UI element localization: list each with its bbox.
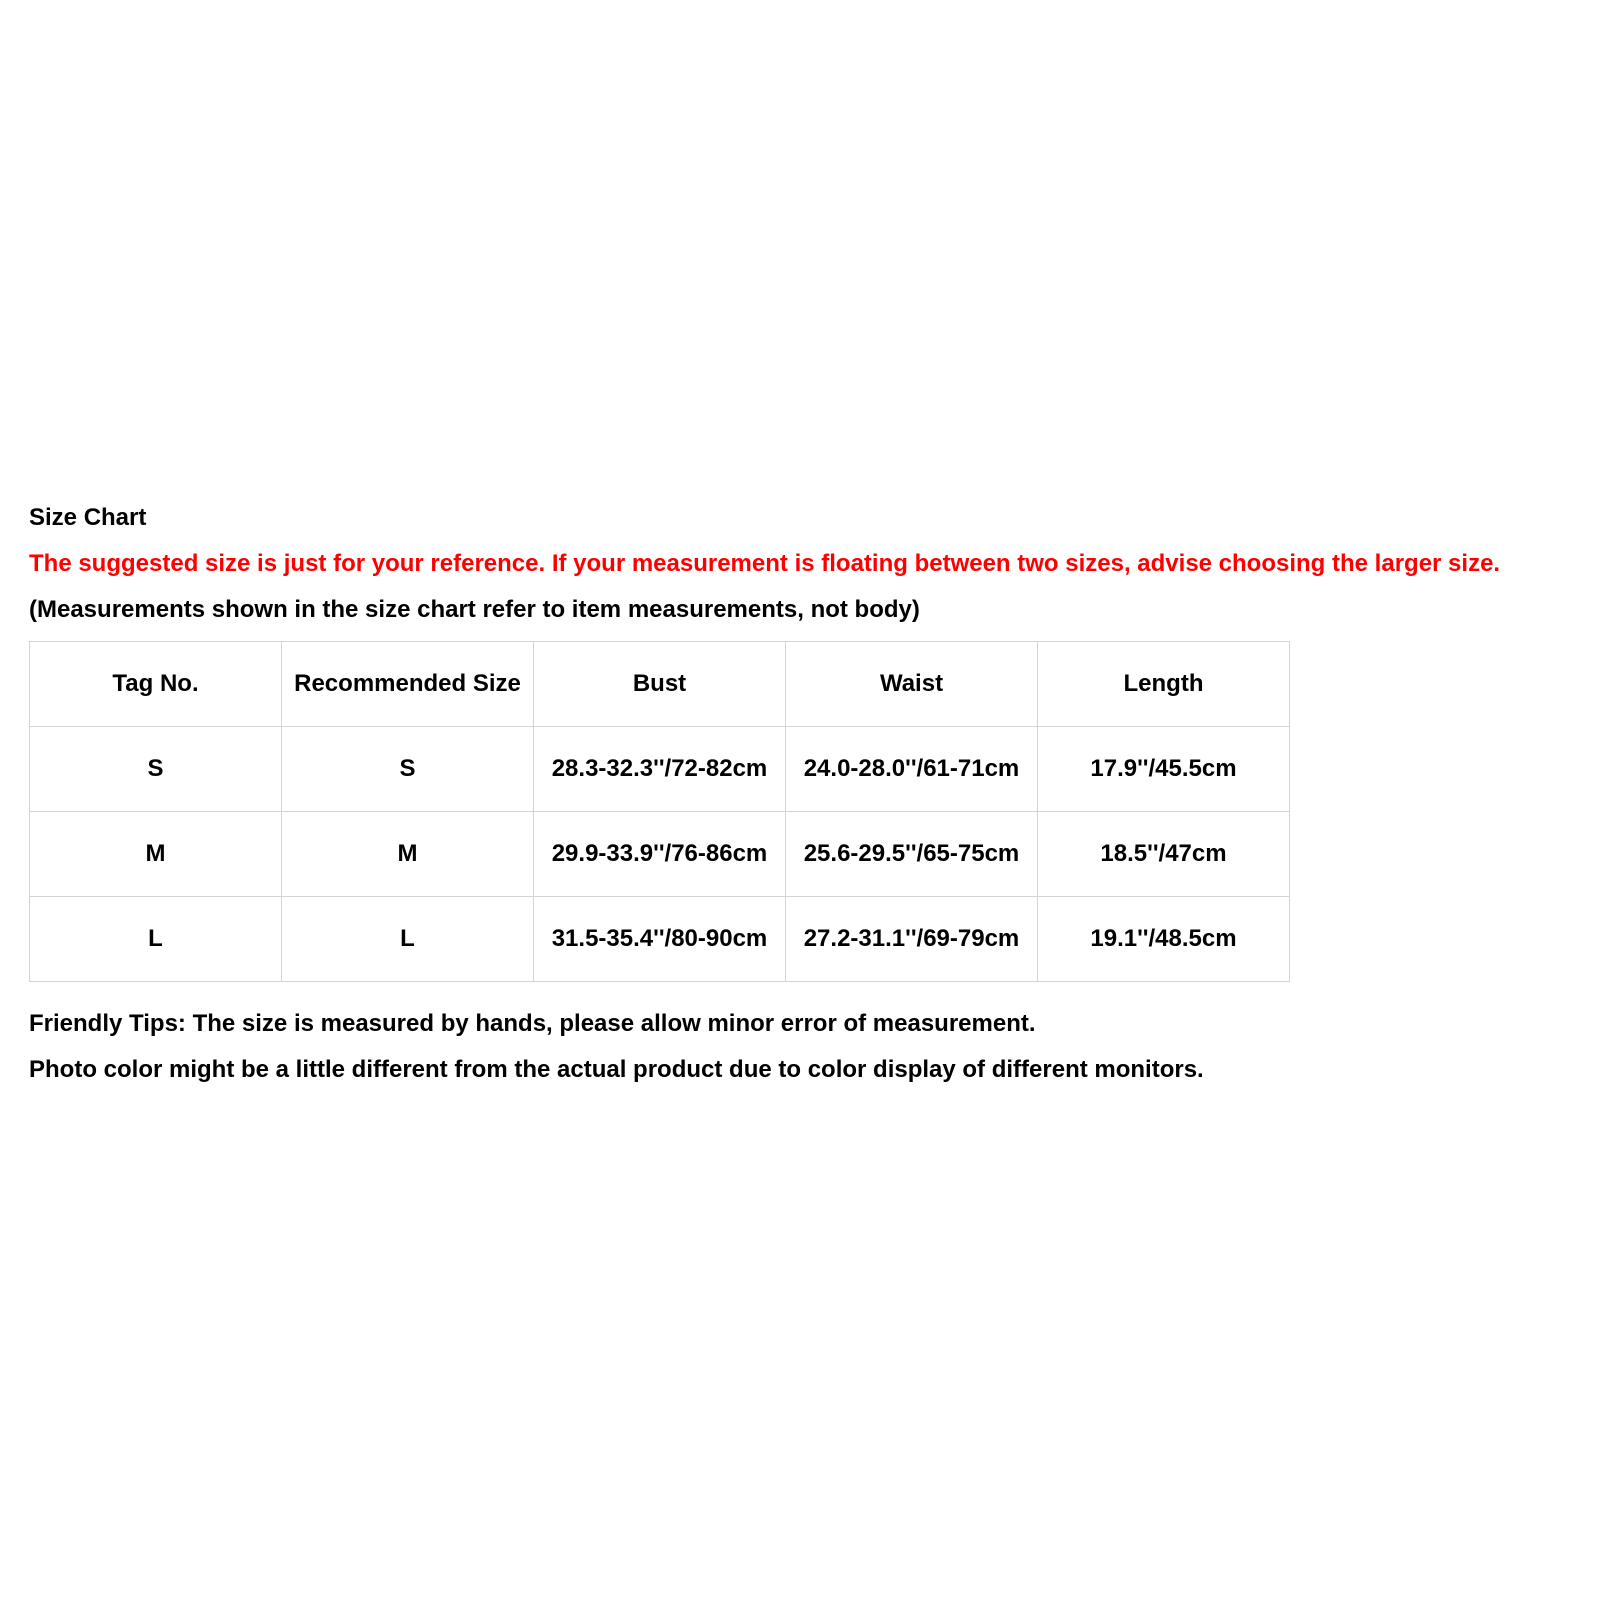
header-length: Length — [1038, 642, 1290, 727]
measurement-note: (Measurements shown in the size chart refer to item measurements, not body) — [29, 596, 920, 623]
size-chart-title: Size Chart — [29, 504, 147, 531]
size-chart-section — [29, 503, 1589, 1085]
size-notice: The suggested size is just for your reference. If your measurement is floating between two sizes, advise choosing the larger size. — [29, 550, 1501, 577]
cell-bust: 31.5-35.4''/80-90cm — [534, 897, 786, 982]
cell-waist: 25.6-29.5''/65-75cm — [786, 812, 1038, 897]
header-bust: Bust — [534, 642, 786, 727]
header-waist: Waist — [786, 642, 1038, 727]
table-row — [30, 812, 1290, 897]
table-row — [30, 897, 1290, 982]
friendly-tip: Friendly Tips: The size is measured by hands, please allow minor error of measurement. — [29, 1010, 1036, 1037]
cell-bust: 28.3-32.3''/72-82cm — [534, 727, 786, 812]
cell-tag-no: S — [30, 727, 282, 812]
table-header-row — [30, 642, 1290, 727]
table-row — [30, 727, 1290, 812]
size-table — [29, 641, 1290, 982]
cell-length: 19.1''/48.5cm — [1038, 897, 1290, 982]
header-recommended-size: Recommended Size — [282, 642, 534, 727]
cell-tag-no: M — [30, 812, 282, 897]
header-tag-no: Tag No. — [30, 642, 282, 727]
cell-waist: 27.2-31.1''/69-79cm — [786, 897, 1038, 982]
cell-length: 18.5''/47cm — [1038, 812, 1290, 897]
cell-recommended-size: L — [282, 897, 534, 982]
cell-recommended-size: M — [282, 812, 534, 897]
cell-tag-no: L — [30, 897, 282, 982]
cell-recommended-size: S — [282, 727, 534, 812]
cell-bust: 29.9-33.9''/76-86cm — [534, 812, 786, 897]
photo-color-tip: Photo color might be a little different from the actual product due to color display of different monitors. — [29, 1056, 1204, 1083]
cell-waist: 24.0-28.0''/61-71cm — [786, 727, 1038, 812]
cell-length: 17.9''/45.5cm — [1038, 727, 1290, 812]
